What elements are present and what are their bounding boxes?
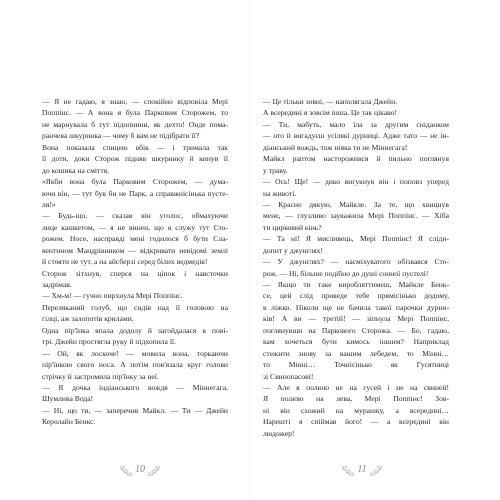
text-line: — У джунглях? — насміхуватого обізвався Сто- [263, 257, 449, 267]
text-line: — Ось! Ще! — дико вигукнув він і поповз уперед [263, 177, 449, 187]
text-line: А всередині я зовсім інша. Це так цікаво! [263, 108, 397, 118]
text-line: ля!» [42, 199, 56, 209]
text-line: — Але я полюю не на гусей і не на свиней! [263, 382, 449, 392]
text-line: стежити знову за вашим лебедем, то Мінні… [263, 348, 449, 358]
text-line: задрімав. [42, 280, 72, 289]
text-line: людожер! [263, 428, 295, 438]
text-line: Одна пір'їнка впала додолу й загойдалася в пові- [42, 325, 228, 335]
text-line: Керолайн Бенкс. [42, 417, 96, 427]
text-line: на животі. [263, 188, 297, 198]
text-line: трі. Джейн простягла руку й підхопила її. [42, 337, 176, 347]
text-line: ючи він, — тут був би не Парк, а справжнісінька пусте- [42, 188, 228, 198]
text-line: лице кашкетом, — я не винен, що я служу тут Сто- [42, 222, 228, 232]
text-line: — Я дочка індіанського вождя — Міннегага, [42, 382, 228, 392]
right-page-folio [332, 462, 392, 480]
text-line: й стояти не тут, а на айсберзі серед білих ведмедів! [42, 257, 208, 267]
page-number: 11 [357, 464, 367, 475]
text-line: ків! А ви — третій! — зіпнула Мері Поппінс, [263, 314, 449, 324]
text-line: Я полюю на лева, Мері Поппінс! Зов- [263, 394, 449, 404]
text-line: Поппінс. — А вона я була Парковим Сторожем, то [42, 108, 228, 118]
text-line: — Якщо ти таке виробляттимеш, Майкле Бенк- [263, 280, 449, 289]
text-line: стрічку й застромила пір'їнку за неї. [42, 371, 159, 381]
text-line: поглянувши на Паркового Сторожа. — Бо, гадаю, [263, 325, 449, 335]
book-gutter [249, 0, 251, 500]
text-line: — Ой, як лоскоче! — мовила вона, торкаючи [42, 348, 228, 358]
text-line: Сторож зітхнув, сперся на ціпок і навсточки [42, 268, 228, 278]
text-line: вам хочеться бути кимось іншим? Наприклад [263, 337, 449, 347]
text-line: допит у джунглях! [263, 245, 324, 255]
page-number: 10 [135, 464, 145, 475]
text-line: Переляканий голуб, що сидів над її головою на [42, 302, 228, 312]
text-line: пір'їнкою свого носа. А потім пов'язала круг голови [42, 360, 228, 370]
text-line: рожем. Носе, насправді мені годилося б бути Сла- [42, 234, 228, 244]
right-page-text [263, 96, 449, 439]
text-line: ні він схожий на мурашку, а всередині… [263, 405, 449, 415]
text-line: гілці, аж залопотів крилами. [42, 314, 134, 324]
text-line: до кошика на сміття. [42, 165, 109, 175]
text-line: її доти, доки Сторож підняв шкуринку й кинув її [42, 154, 228, 164]
text-line: у траву. [263, 165, 288, 175]
text-line: то Мінні… Точнісінько як Гусятниці [263, 360, 449, 370]
text-line: — Красно дякую, Майкле. За те, що хвицнув [263, 199, 449, 209]
text-line: се, цей слід приведе тебе прямісінько додому, [263, 291, 449, 301]
left-page-text [42, 96, 228, 428]
text-line: рож. — Ні, більше подібно до душі сонної пустелі! [263, 268, 429, 278]
text-line: — Ні, що ти, — заперечив Майкл. — Ти — Джейн [42, 405, 228, 415]
text-line: не марнувала б тут підопнини, як дехто! Онде пома- [42, 119, 228, 129]
text-line: зі Свинопасові! [263, 371, 314, 381]
text-line: — ото й вигадуєш усілякі дурниці. Адже тато — не ін- [263, 131, 449, 141]
text-line: ти цирковий кінь? [263, 222, 322, 232]
text-line: в ліжко. Ніколи ще не бачила такої парочки дурни- [263, 302, 449, 312]
text-line: мене, — глузливо зауважила Мері Поппінс. — Хіба [263, 211, 449, 221]
text-line: Вона показала спицею вбік — і тримала так [42, 142, 228, 152]
text-line: — Ти, мабуть, мало їла за другим сніданком [263, 119, 449, 129]
text-line: — Це тільки зовні, — наполягала Джейн. [263, 97, 398, 106]
text-line: — Будь-що, — сказав він уголос, обмахуючи [42, 211, 228, 221]
text-line: «Якби вона була Парковим Сторожем, — дума- [42, 177, 228, 187]
text-line: — Хм-м! — гучно пирхнула Мері Поппінс. [42, 291, 183, 301]
left-page-folio [110, 462, 170, 480]
text-line: — Та ні! Я мисливець, Мері Поппінс! Я сліди- [263, 234, 449, 244]
text-line: Майкл раптом насторожився й пильно поглянув [263, 154, 449, 164]
text-line: Нарешті я спіймав його! — а всередині він [263, 417, 449, 427]
text-line: — Я не гадаю, я знаю, — спокійно відповіла Мері [42, 97, 228, 106]
text-line: Шумлива Вода! [42, 394, 94, 404]
text-line: діанський вождь, тож ніяка ти не Міннегага! [263, 142, 408, 152]
text-line: вентином Мандрівником — відкривати невідомі землі [42, 245, 228, 255]
text-line: ранчева шкуринка — чому б вам не підібрати її? [42, 131, 200, 141]
